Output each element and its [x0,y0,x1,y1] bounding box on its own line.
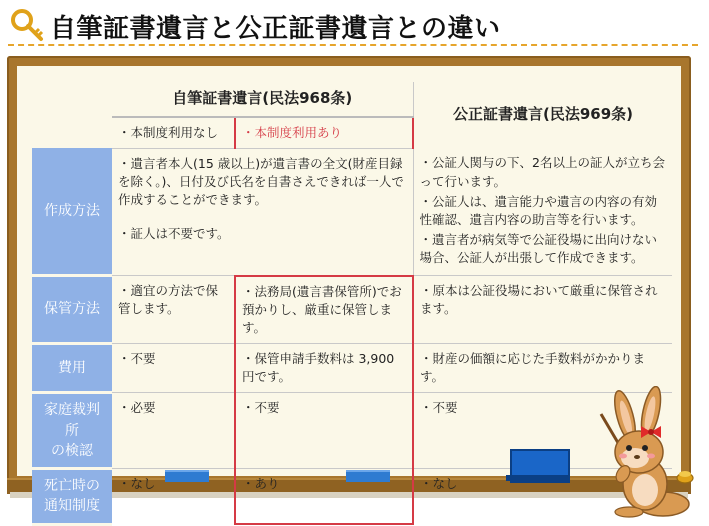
notice-notarial: ・なし [413,469,672,525]
comparison-table [32,82,672,526]
corner-cell [32,82,112,117]
title-bar [10,6,700,42]
creation-notarial [413,148,672,275]
page-title: 自筆証書遺言と公正証書遺言との違い [50,14,501,44]
row-label-notice [32,469,112,525]
corner-cell-2 [32,117,112,149]
probate-without: ・必要 [112,393,235,469]
cost-without: ・不要 [112,344,235,393]
creation-notarial-text-3: ・遺言者が病気等で公証役場に出向けない場合、公証人が出張して作成できます。 [419,231,658,265]
creation-holographic [112,148,413,275]
row-label-cost: 費用 [32,344,112,393]
cost-notarial: ・財産の価額に応じた手数料がかかります。 [413,344,672,393]
probate-label-line-1: 家庭裁判所 [44,402,100,439]
marker-left [165,470,209,482]
creation-holo-text-1: ・遺言者本人(15 歳以上)が遺言書の全文(財産目録を除く。)、日付及び氏名を自書さえできれば一人で作成することができます。 [118,155,404,208]
notice-label-line-1: 死亡時の [44,478,100,495]
creation-notarial-text-2: ・公証人は、遺言能力や遺言の内容の有効性確認、遺言内容の助言等を行います。 [419,193,658,227]
notice-without: ・なし [118,476,156,492]
storage-notarial: ・原本は公証役場において厳重に保管されます。 [413,276,672,344]
creation-notarial-text-1: ・公証人関与の下、2名以上の証人が立ち会って行います。 [419,155,665,189]
row-label-storage: 保管方法 [32,276,112,344]
title-divider [8,44,698,46]
cost-with: ・保管申請手数料は 3,900 円です。 [235,344,413,393]
row-label-probate [32,393,112,469]
creation-holo-text-2: ・証人は不要です。 [118,226,230,242]
subheader-without-system: ・本制度利用なし [112,117,235,149]
probate-notarial: ・不要 [413,393,672,469]
probate-label-line-2: の検認 [51,442,93,459]
notice-label-line-2: 通知制度 [44,498,100,515]
marker-right [346,470,390,482]
notice-with: ・あり [235,469,413,525]
row-label-creation: 作成方法 [32,148,112,275]
header-notarial: 公正証書遺言(民法969条) [413,82,672,148]
subheader-with-system: ・本制度利用あり [235,117,413,149]
board-eraser-base [506,475,570,481]
probate-with: ・不要 [235,393,413,469]
storage-with: ・法務局(遺言書保管所)でお預かりし、厳重に保管します。 [235,276,413,344]
header-holographic: 自筆証書遺言(民法968条) [112,82,413,117]
storage-without: ・適宜の方法で保管します。 [112,276,235,344]
key-icon [10,8,44,42]
kangaroo-mascot-icon [593,386,705,521]
